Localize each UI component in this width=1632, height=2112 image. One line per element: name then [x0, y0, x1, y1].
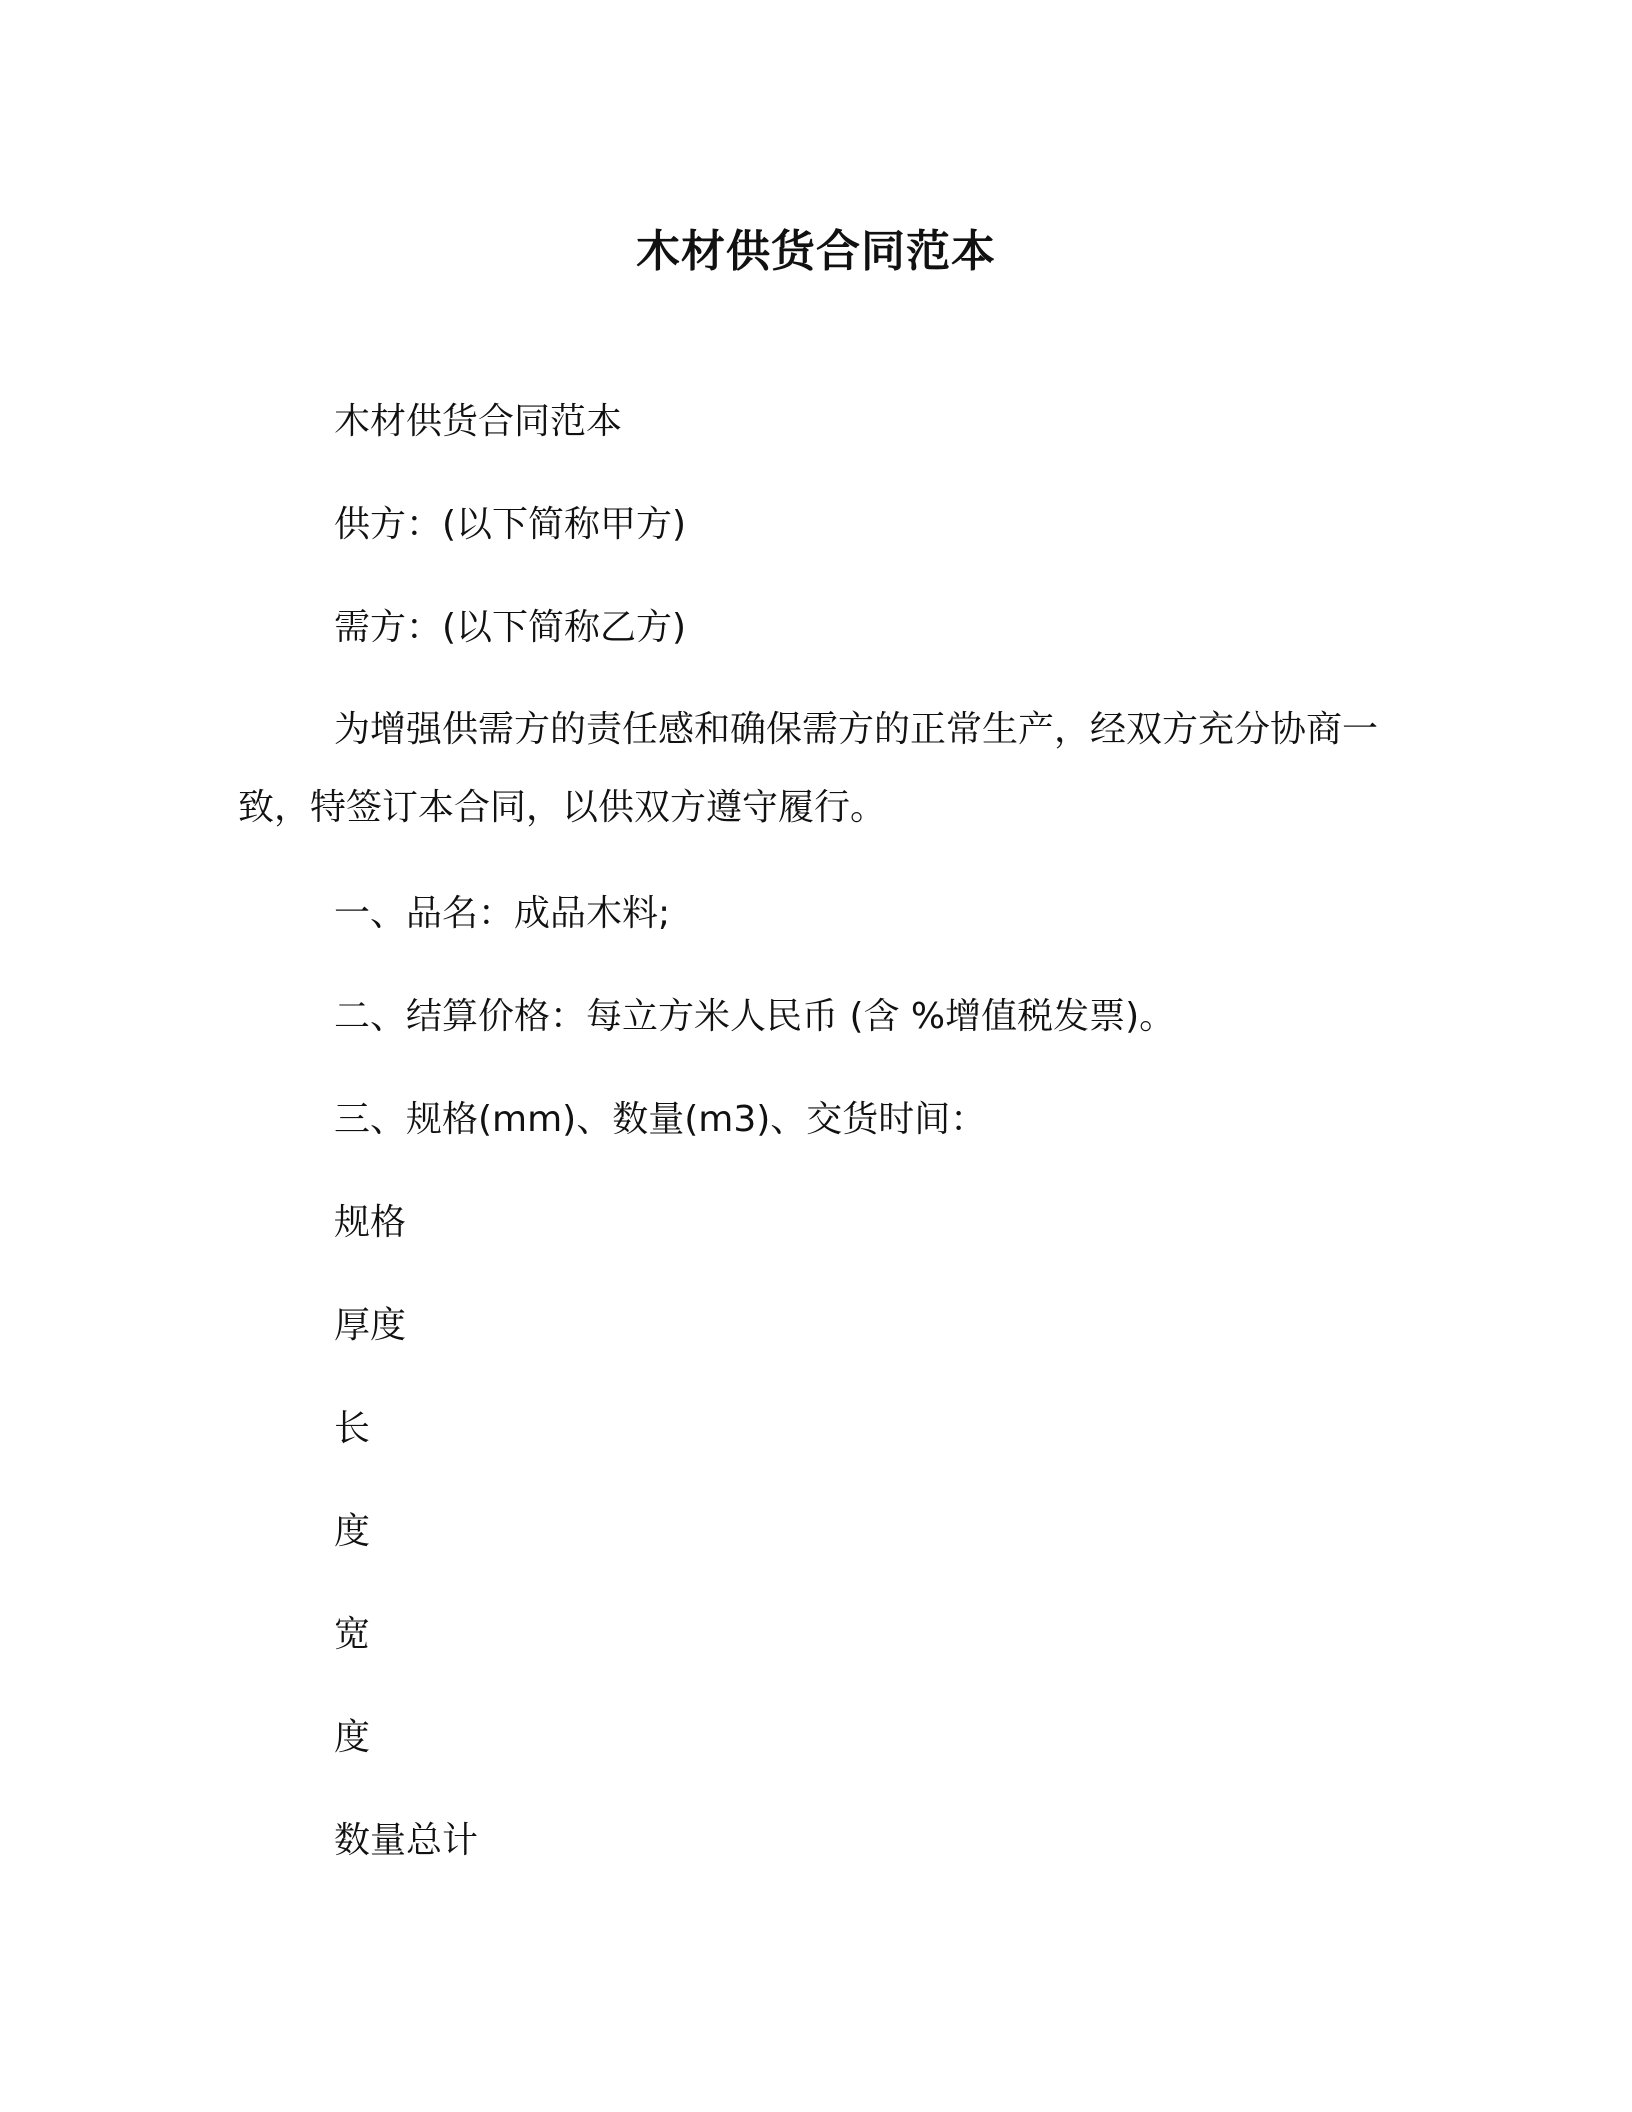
length-line-1: 长 [334, 1408, 371, 1449]
quantity-total-line: 数量总计 [334, 1820, 479, 1861]
thickness-line: 厚度 [334, 1305, 407, 1346]
subtitle-line: 木材供货合同范本 [334, 401, 623, 442]
length-line-2: 度 [334, 1511, 371, 1552]
width-line-1: 宽 [334, 1614, 371, 1655]
clause-2-line: 二、结算价格：每立方米人民币 (含 %增值税发票)。 [334, 996, 1176, 1037]
intro-paragraph [238, 691, 1388, 847]
supplier-line: 供方：(以下简称甲方) [334, 504, 687, 545]
clause-1-line: 一、品名：成品木料; [334, 893, 671, 934]
spec-line: 规格 [334, 1202, 407, 1243]
intro-text: 为增强供需方的责任感和确保需方的正常生产，经双方充分协商一致，特签订本合同，以供双方遵守履行。 [238, 709, 1379, 828]
clause-3-line: 三、规格(mm)、数量(m3)、交货时间： [334, 1099, 987, 1140]
width-line-2: 度 [334, 1717, 371, 1758]
buyer-line: 需方：(以下简称乙方) [334, 607, 687, 648]
document-title: 木材供货合同范本 [636, 226, 996, 277]
